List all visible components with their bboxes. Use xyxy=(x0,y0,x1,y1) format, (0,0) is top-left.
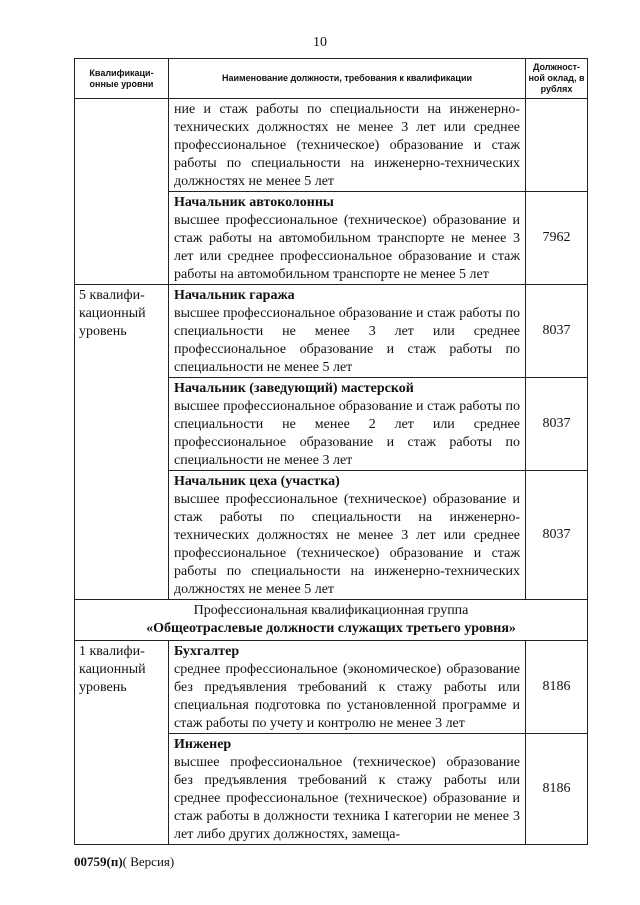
salary-cell: 7962 xyxy=(526,192,588,285)
position-title: Бухгалтер xyxy=(174,644,240,659)
salary-cell: 8186 xyxy=(526,641,588,734)
position-cell xyxy=(169,734,526,845)
position-cell xyxy=(169,378,526,471)
group-row xyxy=(75,600,588,641)
level-cell-empty xyxy=(75,99,169,285)
header-name: Наименование должности, требования к квалификации xyxy=(169,59,526,99)
level-cell: 5 квалифи-кационный уровень xyxy=(75,285,169,600)
position-title: Начальник (заведующий) мастерской xyxy=(174,381,414,396)
position-requirements: высшее профессиональное образование и стаж работы по специальности не менее 2 лет или среднее профессиональное образование и стаж работы по специальности не менее 3 лет xyxy=(174,399,520,468)
table-row xyxy=(75,99,588,192)
salary-cell-empty xyxy=(526,99,588,192)
position-requirements: высшее профессиональное образование и стаж работы по специальности не менее 3 лет или среднее профессиональное образование и стаж работы по специальности не менее 5 лет xyxy=(174,306,520,375)
position-cell xyxy=(169,192,526,285)
group-label: Профессиональная квалификационная группа xyxy=(193,603,469,618)
header-level: Квалификаци-онные уровни xyxy=(75,59,169,99)
header-salary: Должност-ной оклад, в рублях xyxy=(526,59,588,99)
position-title: Начальник гаража xyxy=(174,288,295,303)
position-title: Начальник автоколонны xyxy=(174,195,334,210)
continued-text: ние и стаж работы по специальности на инженерно-технических должностях не менее 3 лет или среднее профессиональное (техническое) образование и стаж работы по специальности на инженерно-технических должностях не менее 5 лет xyxy=(169,99,526,192)
page-number: 10 xyxy=(313,35,327,50)
position-cell xyxy=(169,471,526,600)
salary-cell: 8186 xyxy=(526,734,588,845)
qualification-table xyxy=(74,58,588,845)
group-header xyxy=(75,600,588,641)
footer xyxy=(74,854,174,870)
position-requirements: высшее профессиональное (техническое) образование без предъявления требований к стажу работы или среднее профессиональное (техническое) образование и стаж работы в должности техника I категории не менее 3 лет либо других должностях, замеща- xyxy=(174,755,520,842)
position-cell xyxy=(169,285,526,378)
group-title: «Общеотраслевые должности служащих третьего уровня» xyxy=(146,621,516,636)
table-header-row xyxy=(75,59,588,99)
document-code: 00759(п) xyxy=(74,854,123,869)
document-version: ( Версия) xyxy=(122,854,175,869)
table-row xyxy=(75,641,588,734)
salary-cell: 8037 xyxy=(526,471,588,600)
salary-cell: 8037 xyxy=(526,285,588,378)
salary-cell: 8037 xyxy=(526,378,588,471)
position-title: Инженер xyxy=(174,737,232,752)
level-cell: 1 квалифи-кационный уровень xyxy=(75,641,169,845)
position-requirements: среднее профессиональное (экономическое) образование без предъявления требований к стажу работы или специальная подготовка по установленной программе и стаж работы по учету и контролю не менее 3 лет xyxy=(174,662,520,731)
table-row xyxy=(75,285,588,378)
position-title: Начальник цеха (участка) xyxy=(174,474,340,489)
position-requirements: высшее профессиональное (техническое) образование и стаж работы на автомобильном транспорте не менее 3 лет или среднее профессиональное образование и стаж работы на автомобильном транспорте не менее 5 лет xyxy=(174,213,520,282)
position-cell xyxy=(169,641,526,734)
position-requirements: высшее профессиональное (техническое) образование и стаж работы по специальности на инженерно-технических должностях не менее 3 лет или среднее профессиональное (техническое) образование и стаж работы по специальности на инженерно-технических должностях не менее 5 лет xyxy=(174,492,520,597)
